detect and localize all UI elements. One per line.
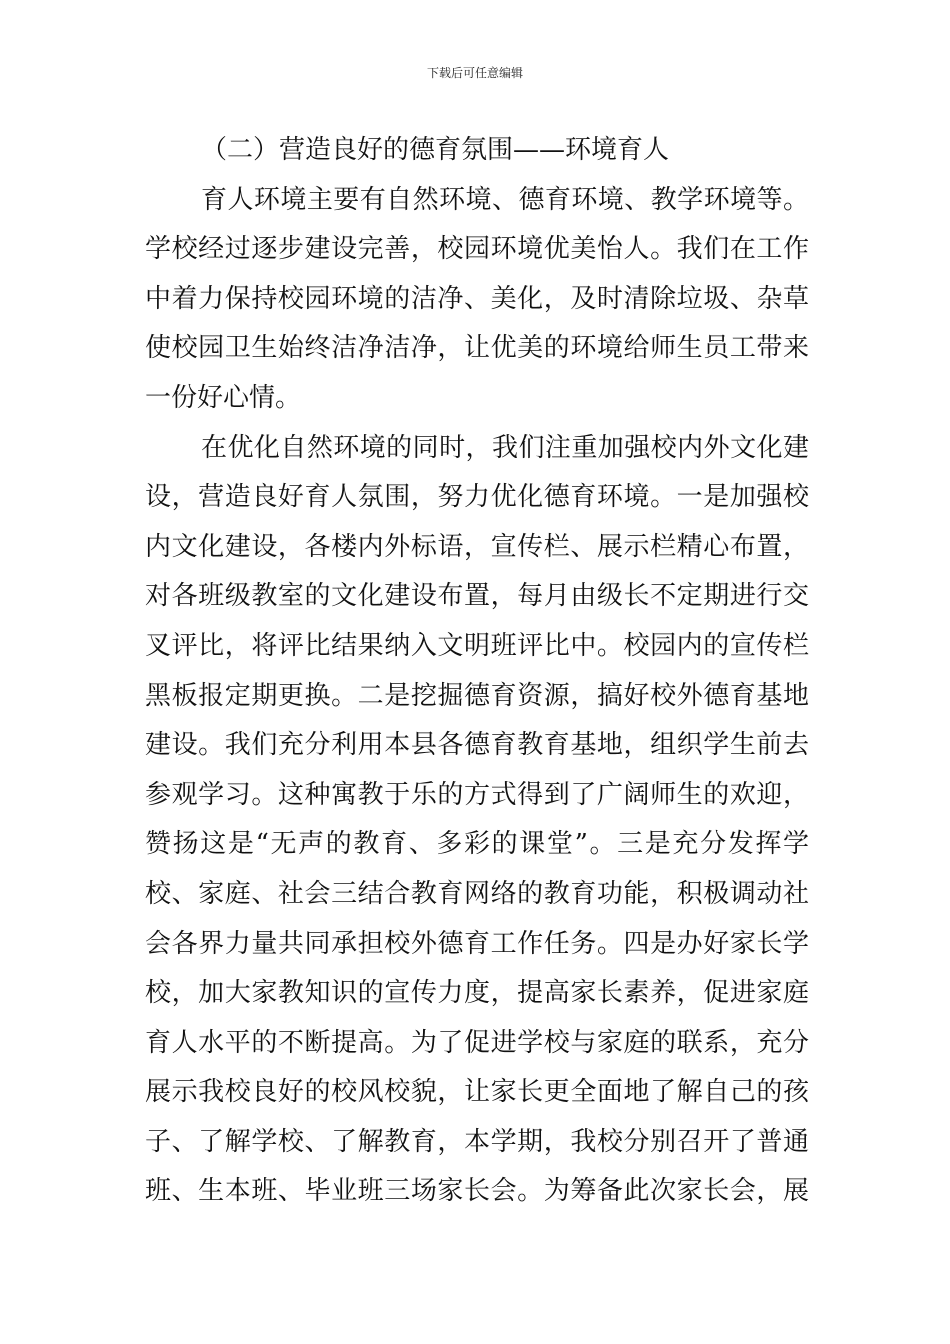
paragraph-1 [145,176,809,424]
page-header: 下载后可任意编辑 [426,66,523,80]
text-line: 校、家庭、社会三结合教育网络的教育功能，积极调动社 [145,878,809,909]
text-line: 展示我校良好的校风校貌，让家长更全面地了解自己的孩 [145,1077,809,1108]
text-line: 育人水平的不断提高。为了促进学校与家庭的联系，充分 [145,1027,809,1058]
text-line: 叉评比，将评比结果纳入文明班评比中。校园内的宣传栏 [145,630,809,661]
document-body [145,126,809,1217]
text-line: 设，营造良好育人氛围，努力优化德育环境。一是加强校 [145,482,809,513]
text-line: 育人环境主要有自然环境、德育环境、教学环境等。 [201,184,809,215]
paragraph-2 [145,424,809,1218]
text-line: 赞扬这是“无声的教育、多彩的课堂”。三是充分发挥学 [145,829,809,860]
section-title: （二）营造良好的德育氛围——环境育人 [201,135,670,165]
text-line: 校，加大家教知识的宣传力度，提高家长素养，促进家庭 [145,978,809,1009]
text-line: 对各班级教室的文化建设布置，每月由级长不定期进行交 [145,581,809,612]
text-line: 会各界力量共同承担校外德育工作任务。四是办好家长学 [145,928,809,959]
text-line: 建设。我们充分利用本县各德育教育基地，组织学生前去 [145,730,809,761]
text-line: 使校园卫生始终洁净洁净，让优美的环境给师生员工带来 [145,333,809,364]
text-line: 内文化建设，各楼内外标语，宣传栏、展示栏精心布置， [145,531,809,562]
text-line: 一份好心情。 [145,382,302,413]
text-line: 子、了解学校、了解教育，本学期，我校分别召开了普通 [145,1126,809,1157]
text-line: 学校经过逐步建设完善，校园环境优美怡人。我们在工作 [145,234,809,265]
text-line: 参观学习。这种寓教于乐的方式得到了广阔师生的欢迎， [145,779,809,810]
text-line: 在优化自然环境的同时，我们注重加强校内外文化建 [201,432,809,463]
text-line: 中着力保持校园环境的洁净、美化，及时清除垃圾、杂草 [145,283,809,314]
text-line: 班、生本班、毕业班三场家长会。为筹备此次家长会，展 [145,1176,809,1207]
text-line: 黑板报定期更换。二是挖掘德育资源，搞好校外德育基地 [145,680,809,711]
